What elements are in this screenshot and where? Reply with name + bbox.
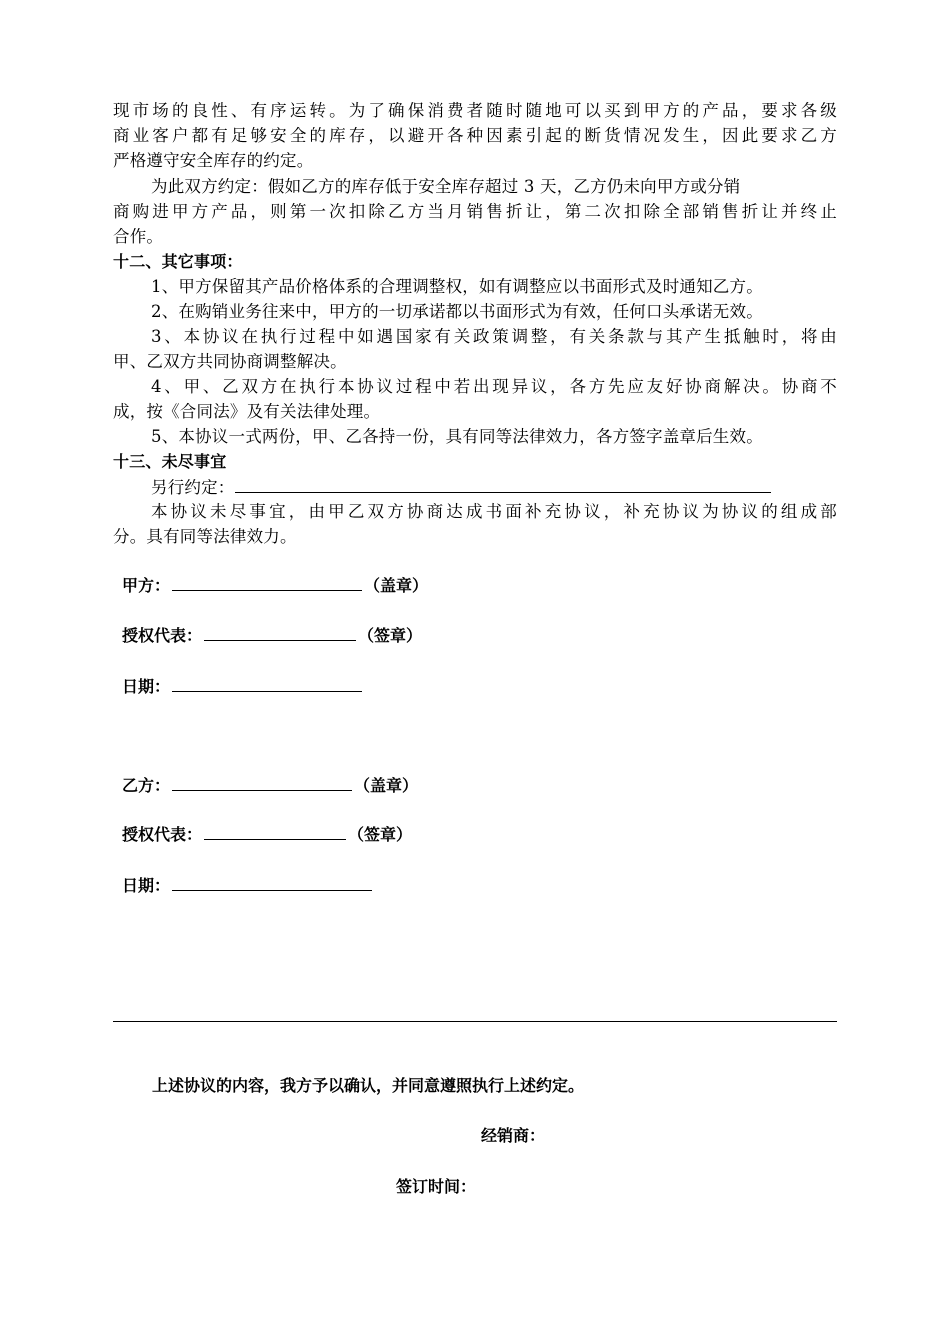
paragraph-line: 为此双方约定：假如乙方的库存低于安全库存超过 3 天，乙方仍未向甲方或分销 xyxy=(151,177,741,196)
other-agreement-label: 另行约定： xyxy=(151,478,235,497)
party-b-date-row xyxy=(122,873,374,898)
section-12-item-3: 3、本协议在执行过程中如遇国家有关政策调整，有关条款与其产生抵触时，将由 xyxy=(151,327,837,346)
party-b-rep-label: 授权代表： xyxy=(122,825,203,844)
party-a-row xyxy=(122,573,428,598)
party-b-date-field[interactable] xyxy=(172,873,372,891)
section-13-text-cont: 分。具有同等法律效力。 xyxy=(113,527,297,546)
section-12-item-5: 5、本协议一式两份，甲、乙各持一份，具有同等法律效力，各方签字盖章后生效。 xyxy=(151,427,763,446)
section-13-text: 本协议未尽事宜，由甲乙双方协商达成书面补充协议，补充协议为协议的组成部 xyxy=(151,502,837,521)
other-agreement-line xyxy=(151,475,875,500)
paragraph-line: 严格遵守安全库存的约定。 xyxy=(113,151,314,170)
party-b-label: 乙方： xyxy=(122,776,171,795)
section-13-heading: 十三、未尽事宜 xyxy=(113,452,227,471)
party-a-date-row xyxy=(122,674,364,699)
section-12-item-3-cont: 甲、乙双方共同协商调整解决。 xyxy=(113,352,347,371)
party-b-seal-note: （盖章） xyxy=(354,776,419,795)
section-12-item-1: 1、甲方保留其产品价格体系的合理调整权，如有调整应以书面形式及时通知乙方。 xyxy=(151,277,763,296)
paragraph-line: 商业客户都有足够安全的库存，以避开各种因素引起的断货情况发生，因此要求乙方 xyxy=(113,126,837,145)
confirmation-statement: 上述协议的内容，我方予以确认，并同意遵照执行上述约定。 xyxy=(152,1076,585,1095)
party-b-sign-note: （签章） xyxy=(348,825,413,844)
party-b-rep-field[interactable] xyxy=(204,822,346,840)
party-a-rep-label: 授权代表： xyxy=(122,626,203,645)
party-a-field[interactable] xyxy=(172,573,362,591)
party-b-rep-row xyxy=(122,822,412,847)
paragraph-line: 合作。 xyxy=(113,227,164,246)
section-12-item-2: 2、在购销业务往来中，甲方的一切承诺都以书面形式为有效，任何口头承诺无效。 xyxy=(151,302,763,321)
section-12-item-4: 4、甲、乙双方在执行本协议过程中若出现异议，各方先应友好协商解决。协商不 xyxy=(151,377,837,396)
party-a-rep-row xyxy=(122,623,422,648)
other-agreement-field[interactable] xyxy=(235,475,771,493)
party-b-row xyxy=(122,773,418,798)
divider-line xyxy=(113,1021,837,1022)
party-a-date-field[interactable] xyxy=(172,674,362,692)
party-b-date-label: 日期： xyxy=(122,876,171,895)
party-b-field[interactable] xyxy=(172,773,352,791)
party-a-label: 甲方： xyxy=(122,576,171,595)
party-a-seal-note: （盖章） xyxy=(364,576,429,595)
section-12-item-4-cont: 成，按《合同法》及有关法律处理。 xyxy=(113,402,381,421)
sign-time-label: 签订时间： xyxy=(396,1177,477,1196)
party-a-rep-field[interactable] xyxy=(204,623,356,641)
party-a-sign-note: （签章） xyxy=(358,626,423,645)
party-a-date-label: 日期： xyxy=(122,677,171,696)
section-12-heading: 十二、其它事项： xyxy=(113,252,243,271)
dealer-label: 经销商： xyxy=(481,1126,546,1145)
paragraph-line: 现市场的良性、有序运转。为了确保消费者随时随地可以买到甲方的产品，要求各级 xyxy=(113,101,837,120)
paragraph-line: 商购进甲方产品，则第一次扣除乙方当月销售折让，第二次扣除全部销售折让并终止 xyxy=(113,202,837,221)
